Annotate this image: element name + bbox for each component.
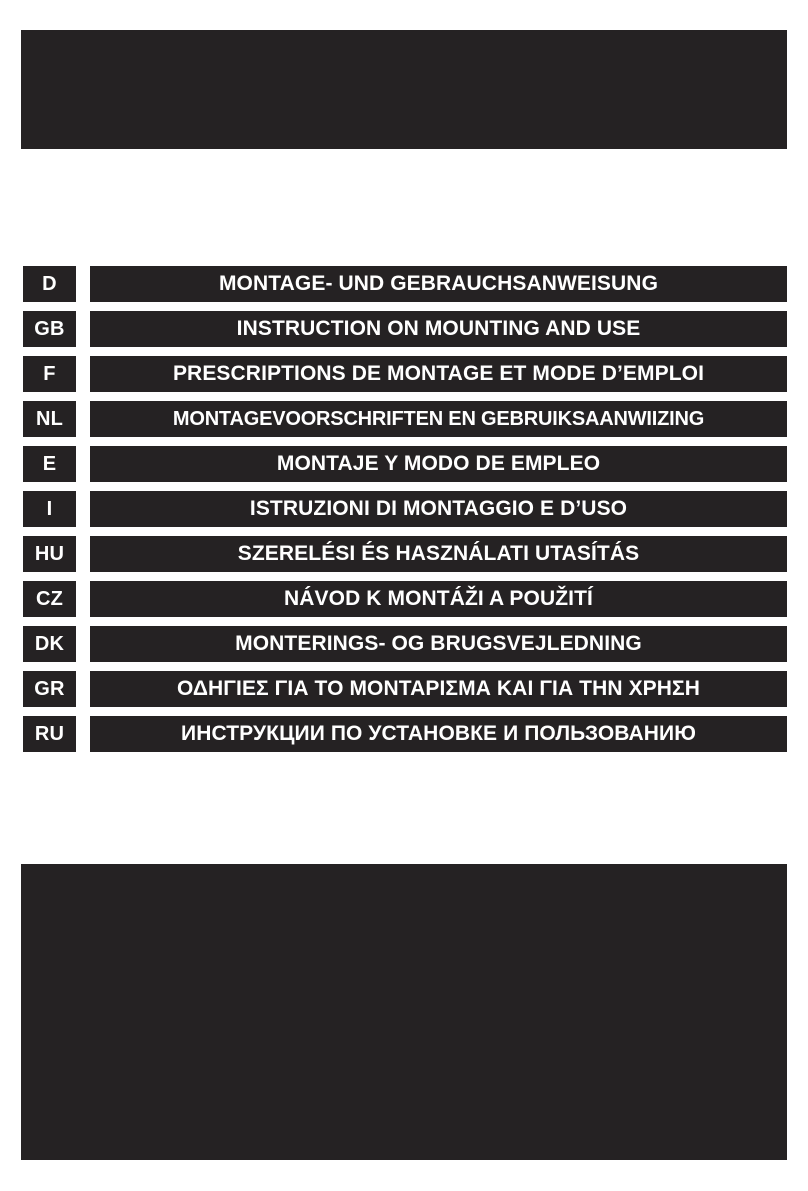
language-code: I xyxy=(23,491,76,527)
language-title: MONTAJE Y MODO DE EMPLEO xyxy=(90,446,787,482)
language-code: GR xyxy=(23,671,76,707)
bottom-dark-band xyxy=(21,864,787,1160)
language-code: DK xyxy=(23,626,76,662)
language-row-dk xyxy=(0,626,808,662)
language-title: ISTRUZIONI DI MONTAGGIO E D’USO xyxy=(90,491,787,527)
language-title: MONTAGEVOORSCHRIFTEN EN GEBRUIKSAANWIIZING xyxy=(90,401,787,437)
language-title: INSTRUCTION ON MOUNTING AND USE xyxy=(90,311,787,347)
language-row-ru xyxy=(0,716,808,752)
language-title: SZERELÉSI ÉS HASZNÁLATI UTASÍTÁS xyxy=(90,536,787,572)
language-title: ΟΔΗΓΙΕΣ ΓΙΑ ΤΟ ΜΟΝΤΑΡΙΣΜΑ ΚΑΙ ΓΙΑ ΤΗΝ ΧΡΗΣΗ xyxy=(90,671,787,707)
language-code: CZ xyxy=(23,581,76,617)
language-code: RU xyxy=(23,716,76,752)
language-row-nl xyxy=(0,401,808,437)
language-row-gb xyxy=(0,311,808,347)
language-row-i xyxy=(0,491,808,527)
language-code: E xyxy=(23,446,76,482)
language-row-cz xyxy=(0,581,808,617)
language-row-f xyxy=(0,356,808,392)
top-dark-band xyxy=(21,30,787,149)
language-code: D xyxy=(23,266,76,302)
language-row-gr xyxy=(0,671,808,707)
language-title: ИНСТРУКЦИИ ПО УСТАНОВКЕ И ПОЛЬЗОВАНИЮ xyxy=(90,716,787,752)
language-title: PRESCRIPTIONS DE MONTAGE ET MODE D’EMPLOI xyxy=(90,356,787,392)
language-title: MONTERINGS- OG BRUGSVEJLEDNING xyxy=(90,626,787,662)
language-row-e xyxy=(0,446,808,482)
language-code: GB xyxy=(23,311,76,347)
language-code: HU xyxy=(23,536,76,572)
language-title: MONTAGE- UND GEBRAUCHSANWEISUNG xyxy=(90,266,787,302)
language-title: NÁVOD K MONTÁŽI A POUŽITÍ xyxy=(90,581,787,617)
language-code: F xyxy=(23,356,76,392)
language-code: NL xyxy=(23,401,76,437)
language-row-hu xyxy=(0,536,808,572)
language-row-d xyxy=(0,266,808,302)
